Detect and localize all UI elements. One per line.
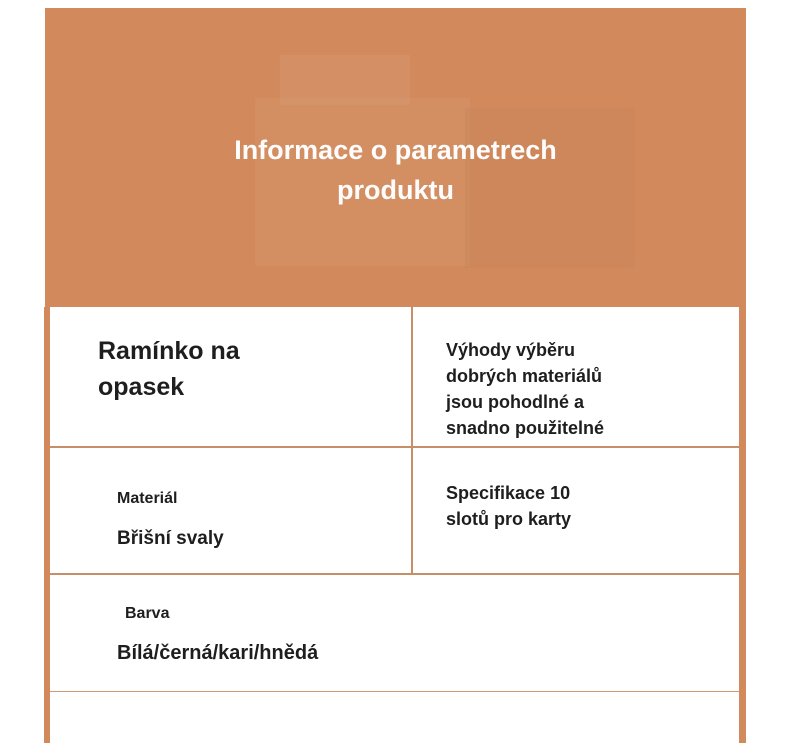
color-label: Barva <box>125 605 170 622</box>
color-value: Bílá/černá/kari/hnědá <box>117 642 319 664</box>
table-row-product <box>50 307 739 448</box>
table-row-empty <box>50 692 739 743</box>
cell-benefits <box>413 307 739 446</box>
table-row-material <box>50 448 739 575</box>
spec-text: Specifikace 10 slotů pro karty <box>446 483 572 529</box>
page-title: Informace o parametrech produktu <box>234 135 557 205</box>
table-row-color <box>50 575 739 692</box>
cell-spec <box>413 448 739 573</box>
header-banner <box>45 8 746 307</box>
product-spec-table <box>44 307 746 743</box>
cell-product-name <box>50 307 413 446</box>
cell-material <box>50 448 413 573</box>
benefit-text: Výhody výběru dobrých materiálů jsou pohodlné a snadno použitelné <box>446 340 605 438</box>
material-label: Materiál <box>117 490 178 507</box>
product-name: Ramínko na opasek <box>98 337 240 401</box>
material-value: Břišní svaly <box>117 528 224 549</box>
